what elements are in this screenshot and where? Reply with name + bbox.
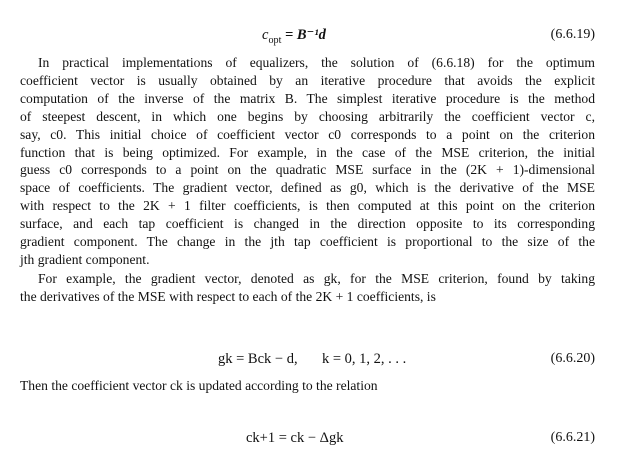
equation-6-6-20-expression: gk = Bck − d, (218, 351, 298, 367)
text-line: coefficient vector is usually obtained by an iterative procedure that avoids the explicit (20, 72, 595, 88)
text-line: say, c0. This initial choice of coefficient vector c0 corresponds to a point on the criterion (20, 126, 595, 142)
equation-6-6-21-expression: ck+1 = ck − Δgk (246, 430, 344, 446)
text-line: the derivatives of the MSE with respect to each of the 2K + 1 coefficients, is (20, 288, 436, 304)
text-line: function that is being optimized. For example, in the case of the MSE criterion, the initial (20, 144, 595, 160)
text-line: surface, and each tap coefficient is changed in the direction opposite to its corresponding (20, 216, 595, 232)
equation-number: (6.6.20) (550, 351, 595, 366)
text-line: In practical implementations of equalizers, the solution of (6.6.18) for the optimum (38, 55, 595, 70)
paragraph-gradient-vector (20, 270, 595, 306)
transition-sentence: Then the coefficient vector ck is updated according to the relation (20, 378, 378, 393)
text-line: guess c0 corresponds to a point on the quadratic MSE surface in the (2K + 1)-dimensional (20, 162, 595, 178)
paragraph-steepest-descent (20, 54, 595, 269)
equation-6-6-19-expression: $c_{opt} = B^{-1}d$ (262, 27, 326, 46)
equation-6-6-20-condition: k = 0, 1, 2, . . . (322, 351, 407, 367)
equation-number: (6.6.19) (550, 27, 595, 42)
text-line: jth gradient component. (20, 251, 150, 267)
text-line: For example, the gradient vector, denoted as gk, for the MSE criterion, found by taking (38, 271, 595, 286)
equation-number: (6.6.21) (550, 430, 595, 445)
equation-6-6-21 (0, 427, 621, 449)
equation-6-6-20 (0, 348, 621, 370)
text-line: computation of the inverse of the matrix B. The simplest iterative procedure is the method (20, 90, 595, 106)
equation-6-6-19 (0, 24, 621, 46)
text-line: space of coefficients. The gradient vector, defined as g0, which is the derivative of the MSE (20, 180, 595, 196)
text-line: with respect to the 2K + 1 filter coefficients, is then computed at this point on the criterion (20, 198, 595, 214)
text-line: of steepest descent, in which one begins by choosing arbitrarily the coefficient vector c, (20, 108, 595, 124)
text-line: gradient component. The change in the jth tap coefficient is proportional to the size of the (20, 234, 595, 250)
